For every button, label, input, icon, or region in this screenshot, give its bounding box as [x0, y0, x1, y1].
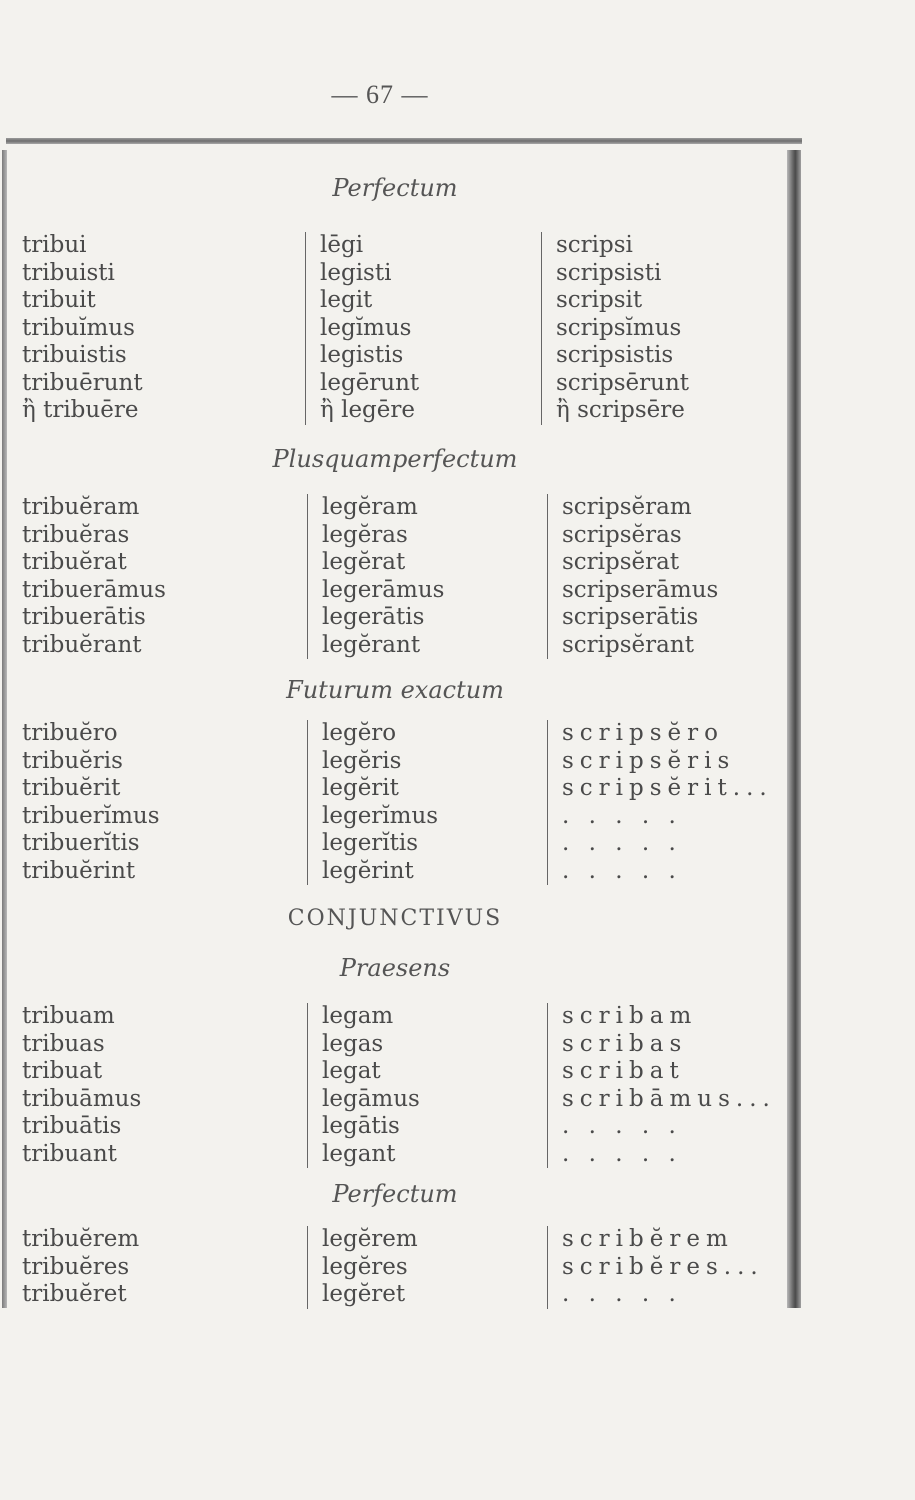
verb-form: tribuāmus: [22, 1085, 142, 1112]
verb-form: legant: [322, 1140, 396, 1167]
verb-form: scribas: [562, 1030, 688, 1057]
verb-form: scribĕres...: [562, 1253, 764, 1280]
verb-form: legerātis: [322, 604, 425, 630]
praesens-col-lego: [307, 1003, 420, 1168]
verb-form: legāmus: [322, 1085, 420, 1112]
verb-form: legerĭmus: [322, 802, 439, 829]
verb-form: scripsĭmus: [556, 314, 682, 341]
verb-form: legĕram: [322, 494, 418, 520]
praesens-col-tribuo: [22, 1003, 141, 1168]
futurum-col-lego: [307, 720, 438, 885]
perfectum-conj-col-lego: [307, 1226, 418, 1309]
verb-form: tribuĕrit: [22, 775, 121, 801]
verb-form: . . . . .: [562, 1140, 682, 1167]
verb-form: legisti: [320, 259, 392, 286]
futurum-col-tribuo: [22, 720, 160, 885]
verb-form: tribuistis: [22, 342, 127, 368]
verb-form: lēgi: [320, 232, 364, 258]
verb-form: tribuĭmus: [22, 314, 135, 341]
verb-form: scripserāmus: [562, 576, 719, 603]
heading-praesens: Praesens: [339, 954, 451, 982]
verb-form: legĕrint: [322, 857, 414, 884]
verb-form: scripsistis: [556, 342, 674, 368]
verb-form: legat: [322, 1058, 381, 1084]
verb-form: . . . . .: [562, 830, 682, 856]
verb-form: legātis: [322, 1113, 400, 1139]
verb-form: tribuerĭtis: [22, 830, 140, 856]
perfectum-conj-col-scribo: [547, 1226, 764, 1309]
verb-form: scripsĕrit...: [562, 775, 773, 801]
verb-form: . . . . .: [562, 1113, 682, 1139]
verb-form: legĕrant: [322, 631, 421, 658]
verb-form: tribuant: [22, 1140, 117, 1167]
verb-form: tribuĕres: [22, 1253, 130, 1280]
verb-form: scripserātis: [562, 604, 699, 630]
verb-form: scripsĕras: [562, 521, 682, 548]
praesens-col-scribo: [547, 1003, 776, 1168]
verb-form: scribāmus...: [562, 1085, 776, 1112]
verb-form: scripsĕris: [562, 747, 736, 774]
verb-form: legas: [322, 1030, 384, 1057]
verb-form: . . . . .: [562, 1281, 682, 1307]
verb-form: tribuat: [22, 1058, 103, 1084]
plusquam-col-lego: [307, 494, 444, 659]
verb-form: legērunt: [320, 369, 420, 396]
verb-form: ἢ tribuēre: [22, 397, 139, 423]
verb-form: scripsērunt: [556, 369, 690, 396]
perfectum-col-scribo: [541, 232, 689, 425]
heading-conjunctivus: CONJUNCTIVUS: [287, 906, 503, 931]
verb-form: legĕret: [322, 1281, 406, 1307]
verb-form: ἢ legēre: [320, 397, 415, 423]
verb-form: legĕrem: [322, 1226, 418, 1252]
verb-form: legĕrit: [322, 775, 399, 801]
verb-form: legĭmus: [320, 314, 412, 341]
verb-form: scribat: [562, 1058, 685, 1084]
verb-form: scribĕrem: [562, 1226, 734, 1252]
verb-form: legĕrat: [322, 549, 406, 575]
perfectum-conj-col-tribuo: [22, 1226, 139, 1309]
verb-form: tribuerĭmus: [22, 802, 160, 829]
verb-form: tribuĕrant: [22, 631, 142, 658]
verb-form: tribuĕram: [22, 494, 140, 520]
top-rule: [6, 138, 802, 144]
verb-form: legĕris: [322, 747, 402, 774]
verb-form: tribuĕrat: [22, 549, 127, 575]
verb-form: . . . . .: [562, 857, 682, 884]
right-border: [787, 150, 801, 1308]
verb-form: tribuerāmus: [22, 576, 166, 603]
verb-form: scripsi: [556, 232, 633, 258]
verb-form: tribuātis: [22, 1113, 122, 1139]
perfectum-col-tribuo: [22, 232, 143, 425]
heading-perfectum-conj: Perfectum: [332, 1180, 458, 1208]
left-border: [2, 150, 7, 1308]
verb-form: tribuērunt: [22, 369, 143, 396]
verb-form: scripsisti: [556, 259, 662, 286]
plusquam-col-tribuo: [22, 494, 166, 659]
verb-form: tribuas: [22, 1030, 105, 1057]
verb-form: legerāmus: [322, 576, 445, 603]
perfectum-col-lego: [305, 232, 419, 425]
verb-form: scripsĕram: [562, 494, 692, 520]
verb-form: tribuĕrem: [22, 1226, 140, 1252]
verb-form: . . . . .: [562, 802, 682, 829]
verb-form: tribuĕret: [22, 1281, 127, 1307]
heading-plusquamperfectum: Plusquamperfectum: [272, 445, 518, 473]
heading-futurum-exactum: Futurum exactum: [286, 676, 504, 704]
verb-form: tribuĕris: [22, 747, 123, 774]
page-number: — 67 —: [331, 80, 429, 109]
plusquam-col-scribo: [547, 494, 718, 659]
verb-form: legam: [322, 1003, 394, 1029]
verb-form: scripsit: [556, 287, 643, 313]
verb-form: legerĭtis: [322, 830, 419, 856]
verb-form: legĕro: [322, 720, 397, 746]
verb-form: legistis: [320, 342, 404, 368]
verb-form: legĕres: [322, 1253, 408, 1280]
verb-form: tribuam: [22, 1003, 115, 1029]
futurum-col-scribo: [547, 720, 773, 885]
verb-form: scripsĕrat: [562, 549, 680, 575]
verb-form: legĕras: [322, 521, 408, 548]
verb-form: tribuisti: [22, 259, 115, 286]
verb-form: tribui: [22, 232, 87, 258]
verb-form: tribuit: [22, 287, 96, 313]
verb-form: tribuĕro: [22, 720, 118, 746]
verb-form: scribam: [562, 1003, 698, 1029]
verb-form: tribuĕrint: [22, 857, 136, 884]
verb-form: scripsĕrant: [562, 631, 694, 658]
verb-form: scripsĕro: [562, 720, 725, 746]
verb-form: legit: [320, 287, 373, 313]
verb-form: ἢ scripsēre: [556, 397, 685, 423]
heading-perfectum: Perfectum: [332, 174, 458, 202]
verb-form: tribuerātis: [22, 604, 146, 630]
verb-form: tribuĕras: [22, 521, 130, 548]
